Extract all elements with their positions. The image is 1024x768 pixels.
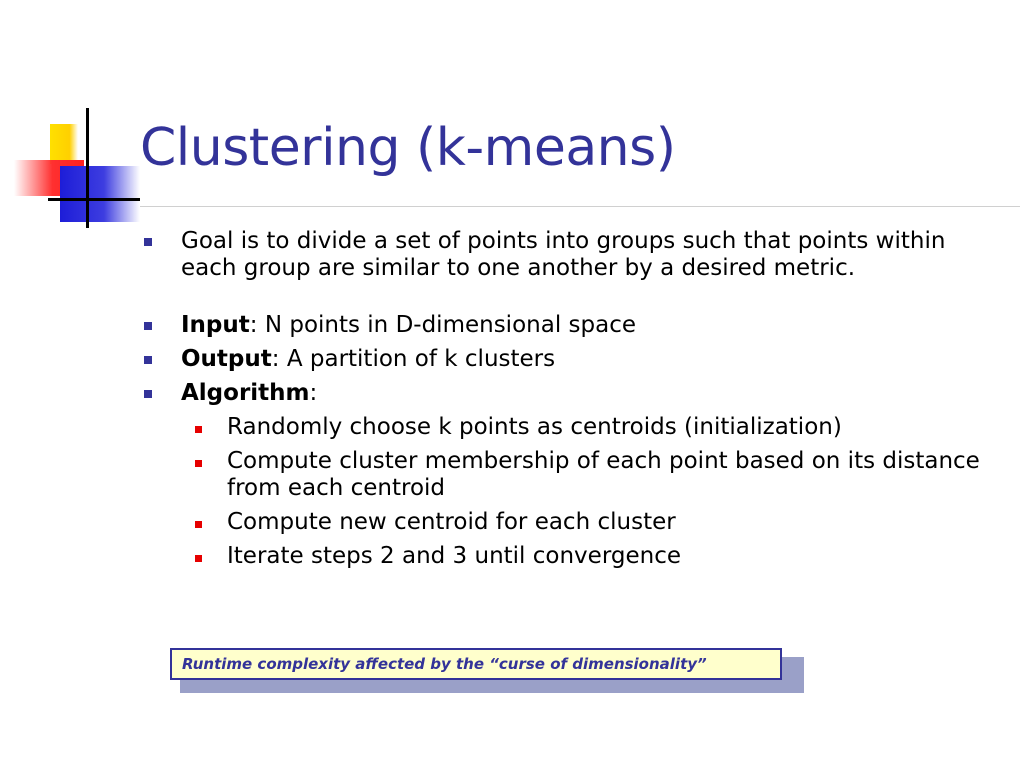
sub-bullet-square-icon — [195, 460, 202, 467]
sub-bullet-text: Compute new centroid for each cluster — [227, 509, 676, 535]
bullet-text: : — [309, 380, 318, 406]
bullet-square-icon — [144, 390, 152, 398]
callout-box: Runtime complexity affected by the “curse of dimensionality” — [170, 648, 782, 680]
logo-vertical-line — [86, 108, 89, 228]
sub-bullet-square-icon — [195, 555, 202, 562]
logo-yellow-square — [50, 124, 78, 164]
sub-bullet-square-icon — [195, 521, 202, 528]
bullet-text: : A partition of k clusters — [271, 346, 556, 372]
sub-bullet-item — [140, 448, 990, 502]
slide-title: Clustering (k-means) — [140, 118, 676, 178]
logo-blue-square — [60, 166, 140, 222]
bullet-goal — [140, 228, 990, 282]
logo-horizontal-line — [48, 198, 140, 201]
bullet-label: Algorithm — [181, 380, 310, 406]
bullet-label: Input — [181, 312, 250, 338]
bullet-algorithm — [140, 380, 990, 570]
sub-bullet-square-icon — [195, 426, 202, 433]
bullet-output — [140, 346, 990, 373]
bullet-text: Goal is to divide a set of points into groups such that points within each group are similar to one another by a desired metric. — [181, 228, 946, 281]
bullet-text: : N points in D-dimensional space — [249, 312, 636, 338]
sub-bullet-list — [181, 414, 990, 570]
sub-bullet-item — [140, 543, 990, 570]
sub-bullet-item — [140, 509, 990, 536]
bullet-list — [140, 228, 990, 577]
sub-bullet-text: Randomly choose k points as centroids (initialization) — [227, 414, 842, 440]
sub-bullet-item — [140, 414, 990, 441]
bullet-square-icon — [144, 322, 152, 330]
bullet-square-icon — [144, 356, 152, 364]
sub-bullet-text: Iterate steps 2 and 3 until convergence — [227, 543, 681, 569]
bullet-square-icon — [144, 238, 152, 246]
sub-bullet-text: Compute cluster membership of each point based on its distance from each centroid — [227, 448, 980, 501]
title-divider — [140, 206, 1020, 207]
bullet-input — [140, 312, 990, 339]
slide-logo-decoration — [0, 0, 150, 240]
bullet-label: Output — [181, 346, 272, 372]
